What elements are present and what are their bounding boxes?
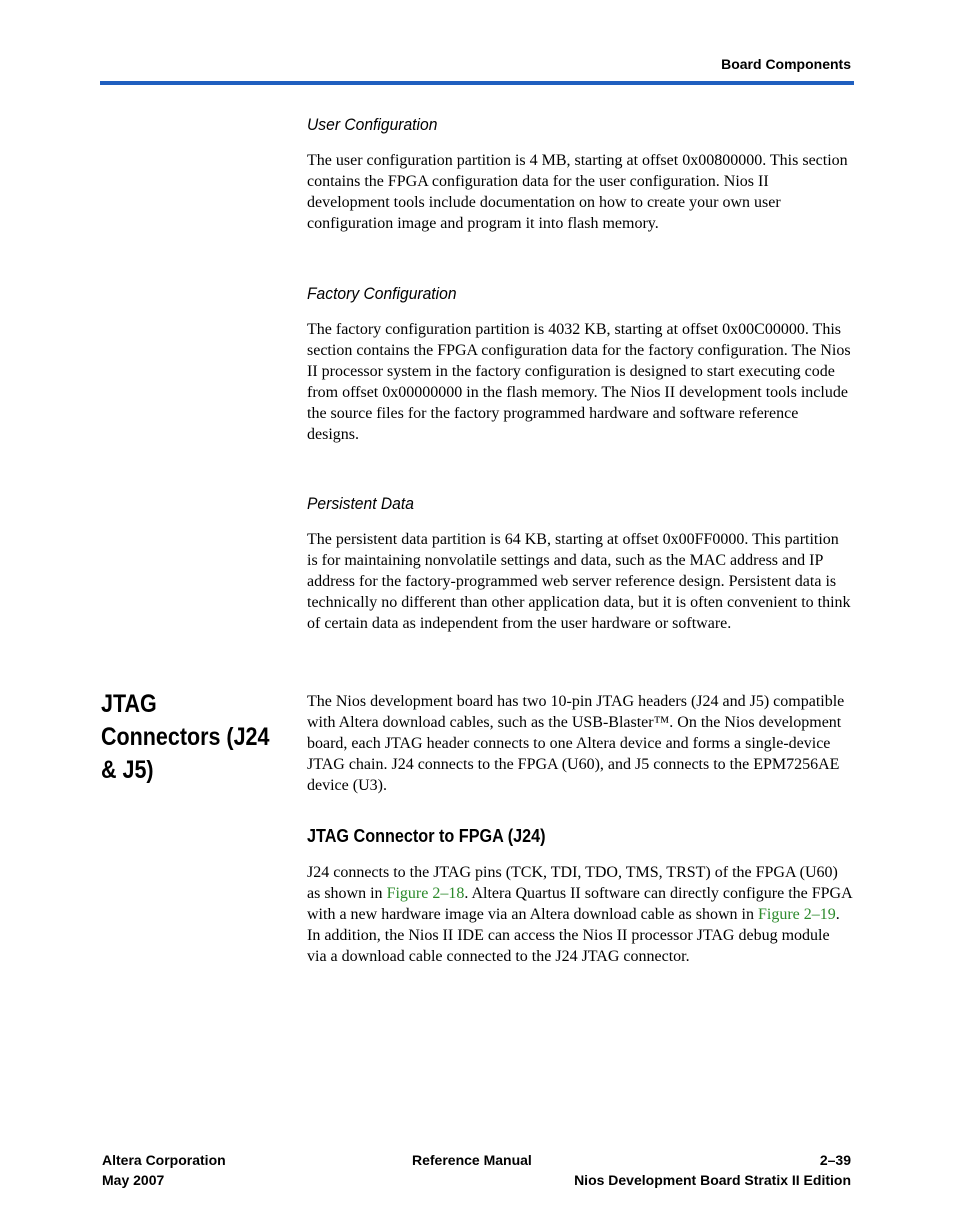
persistent-data-heading: Persistent Data xyxy=(307,494,414,513)
jtag-fpga-body xyxy=(307,862,852,967)
user-config-heading: User Configuration xyxy=(307,115,438,134)
footer-edition: Nios Development Board Stratix II Edition xyxy=(574,1172,851,1188)
footer-right xyxy=(574,1150,851,1190)
jtag-fpga-text-3: . In addition, the Nios II IDE can access the Nios II processor JTAG debug module via a download cable connected to the J24 JTAG connector. xyxy=(307,906,840,965)
footer-company: Altera Corporation xyxy=(102,1152,226,1168)
persistent-data-body: The persistent data partition is 64 KB, starting at offset 0x00FF0000. This partition is for maintaining nonvolatile settings and data, such as the MAC address and IP address for the factory-programmed web server reference design. Persistent data is technically no different than other application data, but it is often convenient to think of certain data as independent from the user hardware or software. xyxy=(307,531,851,632)
jtag-fpga-text-2: . Altera Quartus II software can directly configure the FPGA with a new hardware image via an Altera download cable as shown in xyxy=(307,885,852,923)
jtag-fpga-heading: JTAG Connector to FPGA (J24) xyxy=(307,826,546,846)
user-config-body: The user configuration partition is 4 MB, starting at offset 0x00800000. This section contains the FPGA configuration data for the user configuration. Nios II development tools include documentation on how to create your own user configuration image and program it into flash memory. xyxy=(307,152,848,232)
footer-page-number: 2–39 xyxy=(819,1152,851,1168)
jtag-fpga-text-1: J24 connects to the JTAG pins (TCK, TDI, TDO, TMS, TRST) of the FPGA (U60) as shown in xyxy=(307,864,838,902)
footer-date: May 2007 xyxy=(102,1172,165,1188)
factory-config-heading: Factory Configuration xyxy=(307,284,457,303)
footer-left xyxy=(102,1150,226,1190)
jtag-section-body: The Nios development board has two 10-pin JTAG headers (J24 and J5) compatible with Altera download cables, such as the USB-Blaster™. On the Nios development board, each JTAG header connects to one Altera device and forms a single-device JTAG chain. J24 connects to the FPGA (U60), and J5 connects to the EPM7256AE device (U3). xyxy=(307,693,845,794)
footer-center xyxy=(412,1150,532,1170)
footer-doc-type: Reference Manual xyxy=(412,1152,532,1168)
jtag-section-title: JTAG Connectors (J24 & J5) xyxy=(101,690,270,784)
header-rule xyxy=(100,81,854,85)
figure-2-18-link[interactable]: Figure 2–18 xyxy=(386,885,465,902)
factory-config-body: The factory configuration partition is 4032 KB, starting at offset 0x00C00000. This section contains the FPGA configuration data for the factory configuration. The Nios II processor system in the factory configuration is designed to start executing code from offset 0x00000000 in the flash memory. The Nios II development tools include the source files for the factory programmed hardware and software reference designs. xyxy=(307,321,851,443)
running-header: Board Components xyxy=(721,56,851,72)
figure-2-19-link[interactable]: Figure 2–19 xyxy=(757,906,836,923)
